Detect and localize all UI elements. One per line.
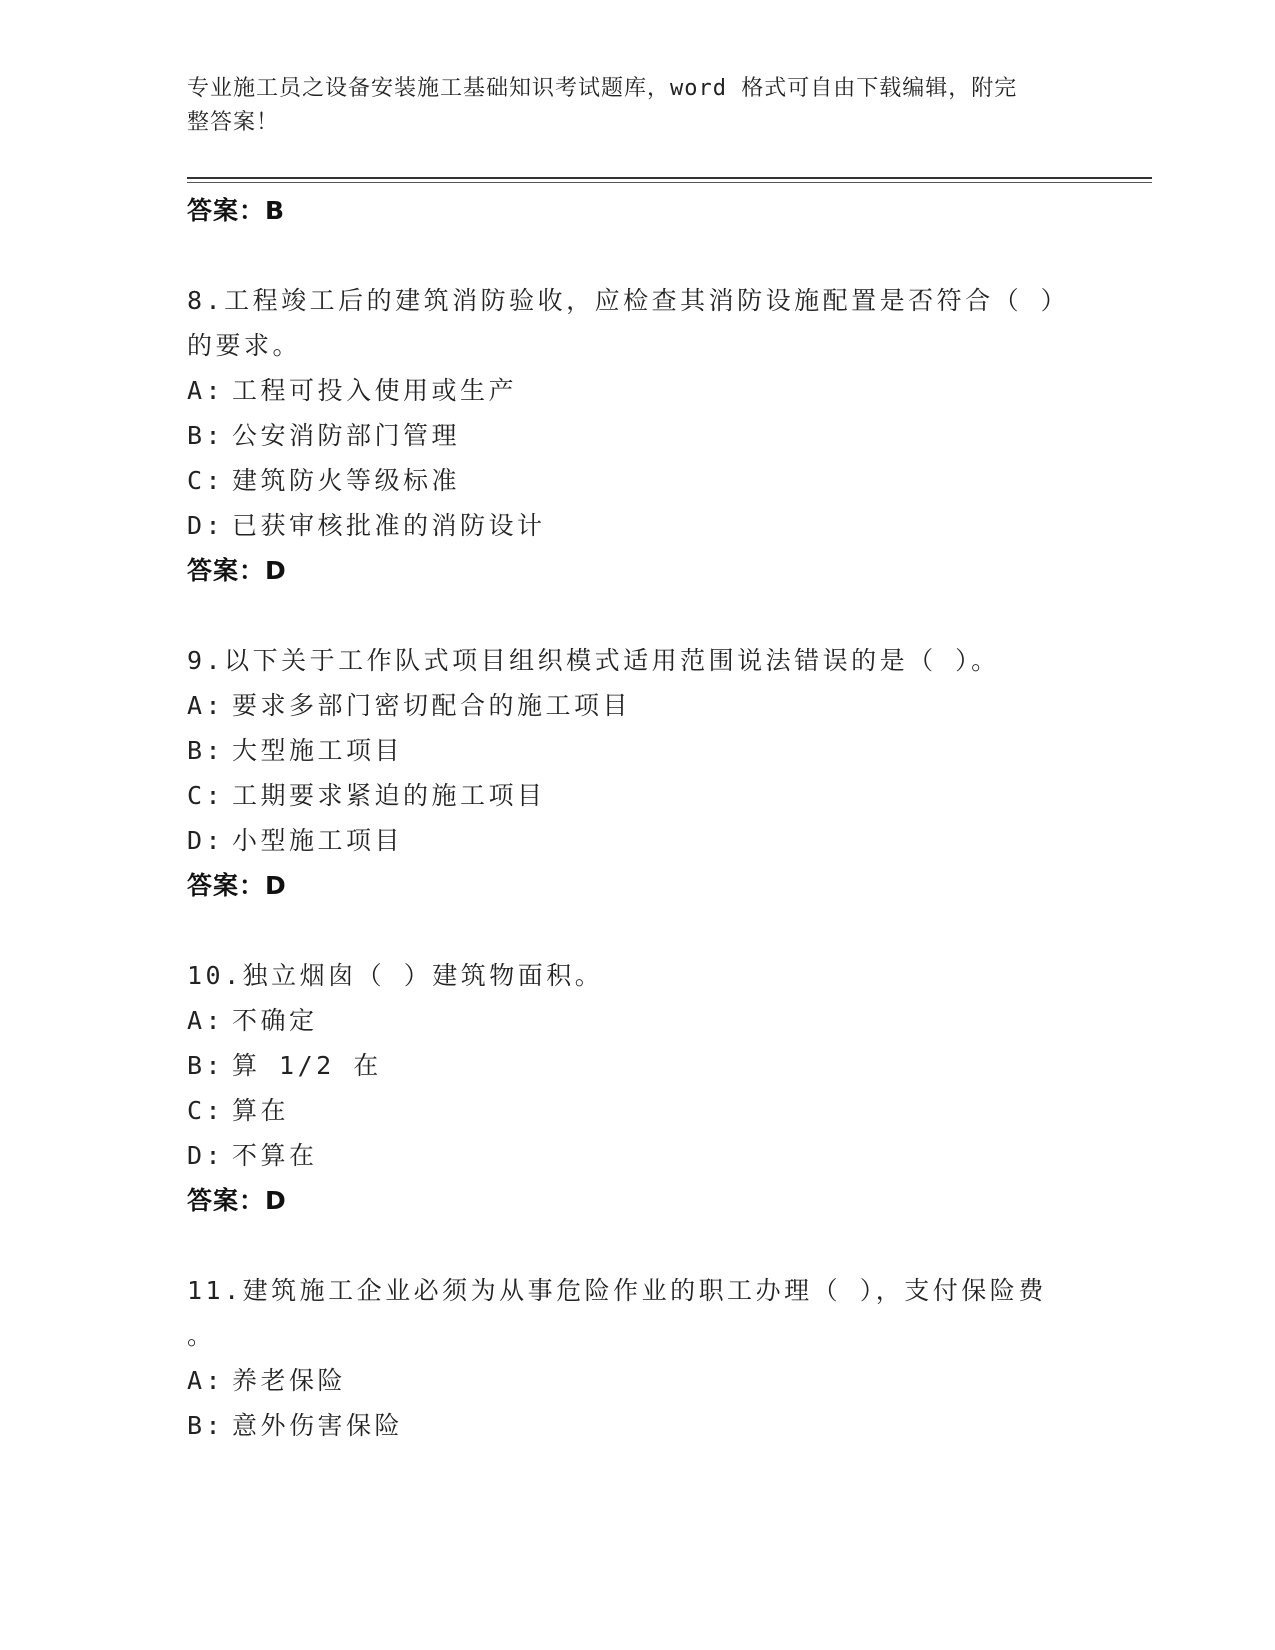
question-10: [187, 953, 1067, 1223]
previous-answer: 答案：B: [187, 196, 286, 225]
header-divider-thick: [187, 177, 1152, 179]
option-text: 小型施工项目: [232, 826, 404, 855]
option-label: C:: [187, 1096, 225, 1125]
question-stem-continued: 。: [187, 1321, 216, 1350]
option-text: 已获审核批准的消防设计: [232, 511, 546, 540]
answer: 答案：D: [187, 1186, 287, 1215]
option-label: D:: [187, 1141, 225, 1170]
option-label: C:: [187, 466, 225, 495]
question-11: [187, 1268, 1067, 1448]
option-label: B:: [187, 1051, 225, 1080]
question-stem: 11.建筑施工企业必须为从事危险作业的职工办理（ ），支付保险费: [187, 1276, 1047, 1305]
question-stem: 9.以下关于工作队式项目组织模式适用范围说法错误的是（ ）。: [187, 646, 1000, 675]
option-b: [187, 1043, 1067, 1088]
answer: 答案：D: [187, 556, 287, 585]
spacer: [187, 233, 1067, 278]
answer: 答案：D: [187, 871, 287, 900]
option-text: 养老保险: [232, 1366, 347, 1395]
question-9: [187, 638, 1067, 908]
option-a: [187, 368, 1067, 413]
question-8: [187, 278, 1070, 593]
option-c: [187, 773, 1067, 818]
option-text: 工期要求紧迫的施工项目: [232, 781, 546, 810]
option-text: 算在: [232, 1096, 290, 1125]
option-label: B:: [187, 1411, 225, 1440]
question-list: [187, 188, 1070, 1448]
option-text: 算 1/2 在: [232, 1051, 382, 1080]
option-text: 要求多部门密切配合的施工项目: [232, 691, 632, 720]
page-header: [187, 72, 1067, 140]
option-a: [187, 998, 1067, 1043]
option-b: [187, 413, 1067, 458]
spacer: [187, 908, 1067, 953]
option-c: [187, 1088, 1067, 1133]
option-text: 建筑防火等级标准: [232, 466, 461, 495]
header-line-1: 专业施工员之设备安装施工基础知识考试题库，word 格式可自由下载编辑，附完: [187, 76, 1018, 101]
option-label: D:: [187, 511, 225, 540]
option-label: C:: [187, 781, 225, 810]
spacer: [187, 593, 1067, 638]
header-divider-thin: [187, 182, 1152, 183]
question-stem-continued: 的要求。: [187, 331, 302, 360]
option-label: B:: [187, 421, 225, 450]
option-label: A:: [187, 1366, 225, 1395]
option-d: [187, 1133, 1067, 1178]
option-b: [187, 1403, 1067, 1448]
question-stem: 8.工程竣工后的建筑消防验收，应检查其消防设施配置是否符合（ ）: [187, 286, 1070, 315]
option-label: A:: [187, 1006, 225, 1035]
option-d: [187, 503, 1067, 548]
question-stem: 10.独立烟囱（ ）建筑物面积。: [187, 961, 604, 990]
option-text: 不确定: [232, 1006, 318, 1035]
spacer: [187, 1223, 1067, 1268]
option-label: A:: [187, 691, 225, 720]
option-a: [187, 683, 1067, 728]
option-text: 工程可投入使用或生产: [232, 376, 518, 405]
option-c: [187, 458, 1067, 503]
option-text: 大型施工项目: [232, 736, 404, 765]
option-text: 公安消防部门管理: [232, 421, 461, 450]
option-label: A:: [187, 376, 225, 405]
option-label: D:: [187, 826, 225, 855]
option-b: [187, 728, 1067, 773]
header-line-2: 整答案！: [187, 110, 280, 135]
option-label: B:: [187, 736, 225, 765]
option-a: [187, 1358, 1067, 1403]
option-text: 不算在: [232, 1141, 318, 1170]
option-d: [187, 818, 1067, 863]
option-text: 意外伤害保险: [232, 1411, 404, 1440]
